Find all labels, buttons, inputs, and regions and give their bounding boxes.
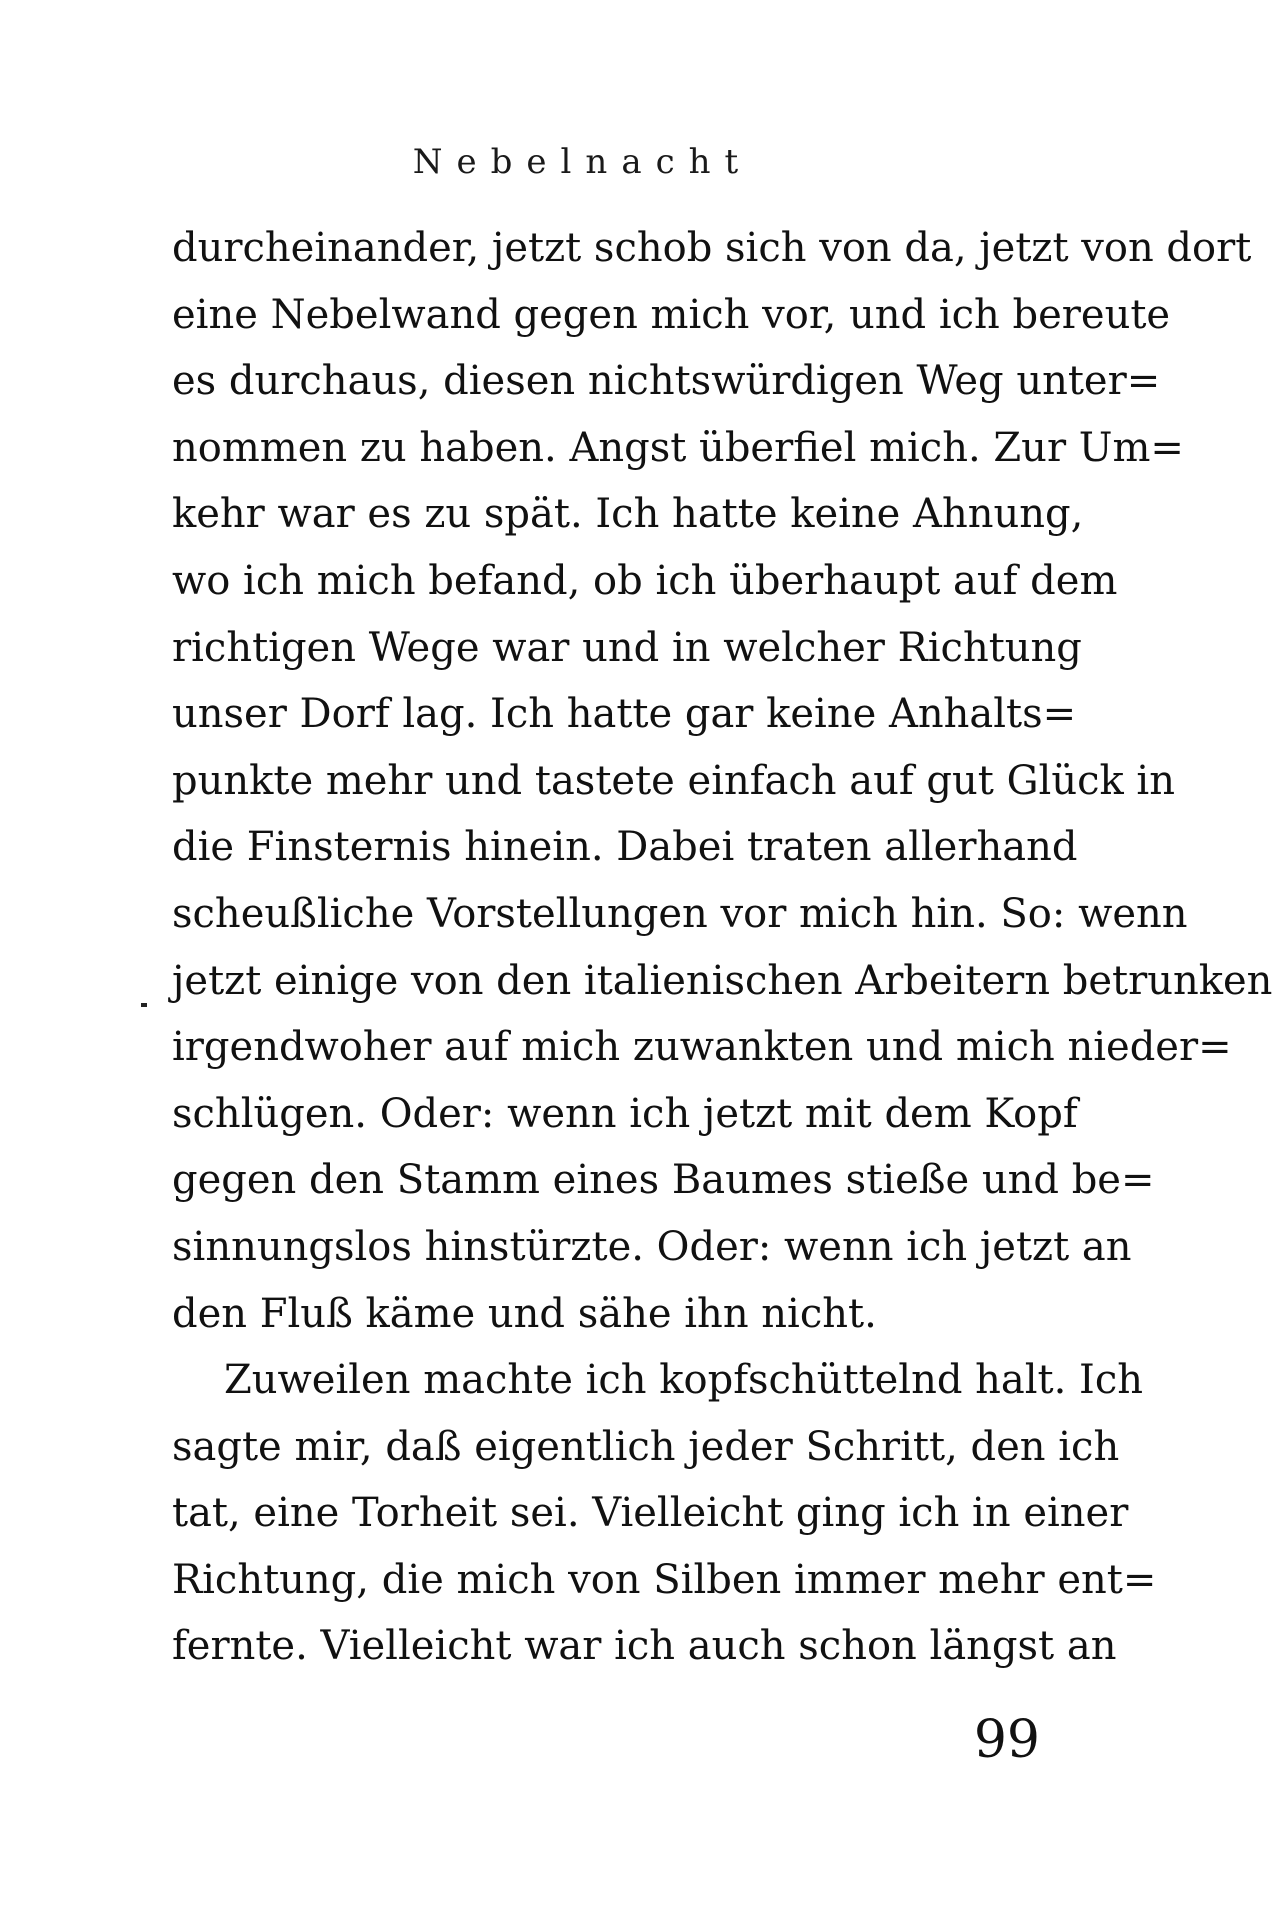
running-head: Nebelnacht	[412, 142, 753, 182]
text-line: irgendwoher auf mich zuwankten und mich nieder=	[172, 1024, 1232, 1071]
text-line: die Finsternis hinein. Dabei traten allerhand	[172, 824, 1078, 871]
page-number: 99	[973, 1710, 1040, 1770]
text-line: sinnungslos hinstürzte. Oder: wenn ich jetzt an	[172, 1223, 1132, 1270]
text-line: Zuweilen machte ich kopfschüttelnd halt. Ich	[224, 1357, 1144, 1404]
text-line: schlügen. Oder: wenn ich jetzt mit dem Kopf	[172, 1090, 1078, 1137]
text-line: scheußliche Vorstellungen vor mich hin. So: wenn	[172, 890, 1188, 937]
text-line: eine Nebelwand gegen mich vor, und ich bereute	[172, 291, 1171, 338]
text-line: sagte mir, daß eigentlich jeder Schritt, den ich	[172, 1423, 1120, 1470]
text-line: jetzt einige von den italienischen Arbeitern betrunken	[172, 957, 1272, 1004]
text-line: den Fluß käme und sähe ihn nicht.	[172, 1290, 877, 1337]
body-text	[172, 215, 1272, 1680]
text-line: wo ich mich befand, ob ich überhaupt auf dem	[172, 557, 1118, 604]
text-line: gegen den Stamm eines Baumes stieße und be=	[172, 1157, 1155, 1204]
text-line: kehr war es zu spät. Ich hatte keine Ahnung,	[172, 491, 1084, 538]
text-line: punkte mehr und tastete einfach auf gut Glück in	[172, 757, 1175, 804]
text-line: tat, eine Torheit sei. Vielleicht ging ich in einer	[172, 1490, 1129, 1537]
text-line: durcheinander, jetzt schob sich von da, jetzt von dort	[172, 225, 1252, 271]
text-line: unser Dorf lag. Ich hatte gar keine Anhalts=	[172, 691, 1077, 738]
text-line: Richtung, die mich von Silben immer mehr ent=	[172, 1556, 1157, 1603]
margin-mark	[141, 1003, 147, 1007]
text-line: richtigen Wege war und in welcher Richtung	[172, 624, 1082, 671]
text-line: fernte. Vielleicht war ich auch schon längst an	[172, 1623, 1117, 1670]
text-line: es durchaus, diesen nichtswürdigen Weg unter=	[172, 358, 1161, 405]
text-line: nommen zu haben. Angst überfiel mich. Zur Um=	[172, 424, 1184, 471]
